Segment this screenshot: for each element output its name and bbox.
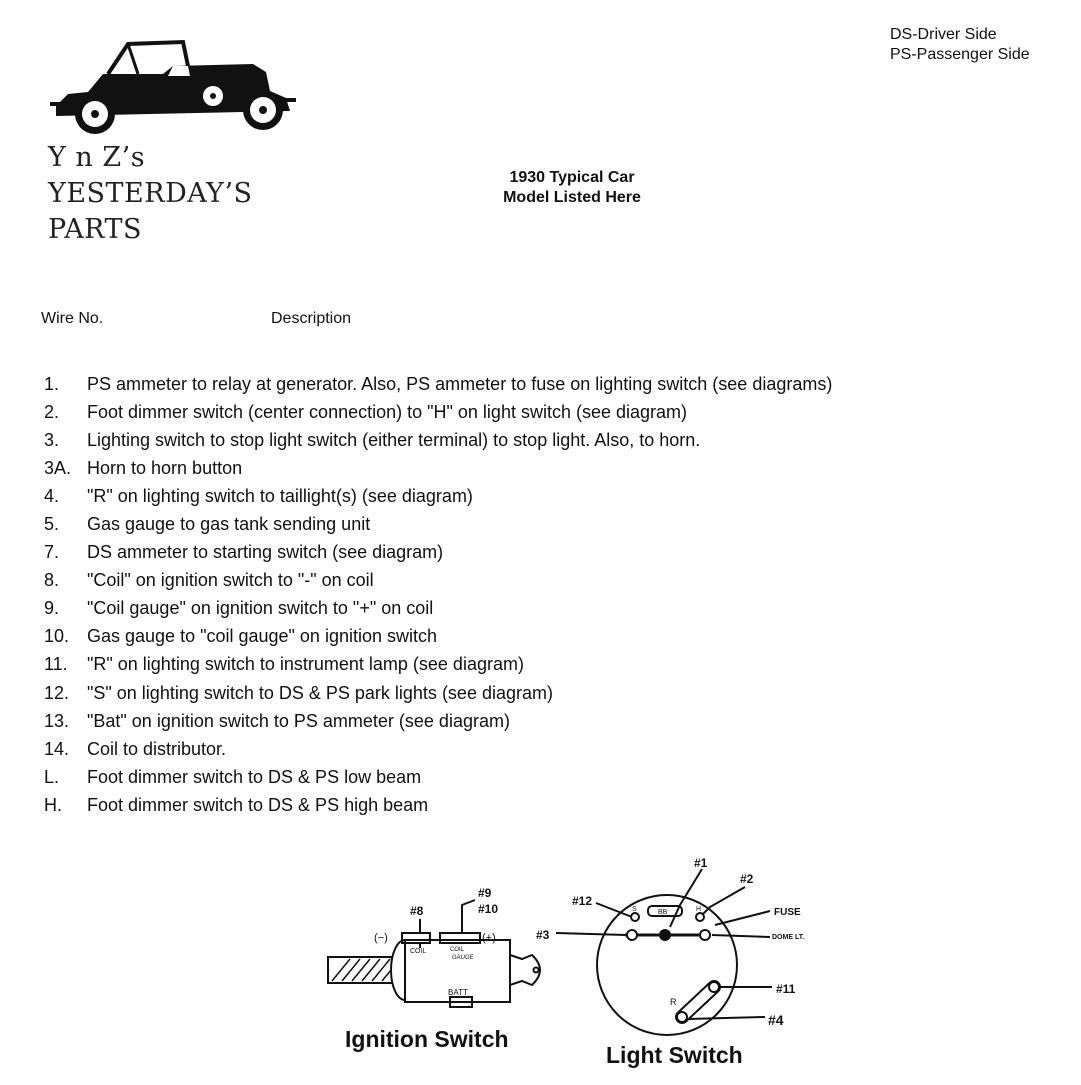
column-header-description: Description [271, 310, 352, 327]
wire-description: Foot dimmer switch to DS & PS high beam [87, 794, 429, 815]
ignition-coil-gauge-label-2: GAUGE [452, 955, 474, 961]
wire-description: PS ammeter to relay at generator. Also, PS ammeter to fuse on lighting switch (see diagrams) [87, 373, 833, 394]
wire-row [44, 763, 1044, 791]
brand-name-line-2: YESTERDAY’S [48, 178, 253, 209]
wire-row [44, 510, 1044, 538]
model-title-line-2: Model Listed Here [503, 189, 641, 206]
light-switch-title: Light Switch [606, 1042, 743, 1068]
light-s-terminal-label: S [632, 906, 637, 913]
wire-row [44, 651, 1044, 679]
model-title-line-1: 1930 Typical Car [509, 169, 635, 186]
light-wire-1-label: #1 [694, 856, 708, 870]
wire-number: 8. [44, 570, 60, 591]
vintage-car-logo [48, 36, 298, 136]
wire-row [44, 454, 1044, 482]
wire-description: Lighting switch to stop light switch (either terminal) to stop light. Also, to horn. [87, 429, 701, 450]
wire-number: 7. [44, 542, 60, 563]
wire-description: Horn to horn button [87, 457, 243, 478]
light-bb-terminal-label: BB [658, 909, 668, 916]
legend-passenger-side: PS-Passenger Side [890, 46, 1030, 63]
light-wire-4-label: #4 [768, 1012, 784, 1028]
wire-number: 14. [44, 738, 70, 759]
ignition-coil-gauge-label-1: COIL [450, 947, 465, 953]
light-h-terminal-label: H [696, 906, 702, 913]
light-dome-label: DOME LT. [772, 934, 805, 941]
wire-number: 3. [44, 429, 60, 450]
light-wire-3-label: #3 [536, 928, 550, 942]
wire-description: "R" on lighting switch to instrument lamp (see diagram) [87, 654, 524, 675]
wire-row [44, 482, 1044, 510]
brand-name-line-1: Y n Z’s [48, 142, 146, 173]
wire-row [44, 398, 1044, 426]
ignition-plus-label: (+) [482, 932, 496, 944]
wire-row [44, 791, 1044, 819]
wire-description: Foot dimmer switch (center connection) to "H" on light switch (see diagram) [87, 401, 688, 422]
wire-description: DS ammeter to starting switch (see diagram) [87, 542, 444, 563]
wire-number: 1. [44, 373, 60, 394]
wire-number: 2. [44, 401, 60, 422]
wire-description: "R" on lighting switch to taillight(s) (see diagram) [87, 485, 473, 506]
wire-description: Gas gauge to "coil gauge" on ignition switch [87, 626, 437, 647]
light-wire-11-label: #11 [776, 982, 796, 996]
ignition-switch-diagram [328, 900, 540, 1007]
light-wire-2-label: #2 [740, 872, 754, 886]
ignition-coil-label: COIL [410, 948, 427, 955]
ignition-wire-10-label: #10 [478, 902, 499, 916]
wire-number: H. [44, 794, 62, 815]
light-fuse-label: FUSE [774, 907, 801, 918]
wire-description: "Bat" on ignition switch to PS ammeter (see diagram) [87, 710, 510, 731]
light-wire-12-label: #12 [572, 894, 593, 908]
wire-number: 13. [44, 710, 70, 731]
ignition-wire-8-label: #8 [410, 904, 424, 918]
wire-row [44, 679, 1044, 707]
wire-number: 3A. [44, 457, 72, 478]
ignition-switch-title: Ignition Switch [345, 1026, 509, 1052]
wire-row [44, 426, 1044, 454]
wire-row [44, 623, 1044, 651]
wire-row [44, 595, 1044, 623]
legend-driver-side: DS-Driver Side [890, 26, 997, 43]
wire-number: 12. [44, 682, 70, 703]
light-r-terminal-label: R [670, 997, 677, 1007]
wire-number: 9. [44, 598, 60, 619]
wire-number: 11. [44, 654, 68, 675]
wire-row [44, 707, 1044, 735]
wire-row [44, 539, 1044, 567]
ignition-batt-label: BATT [448, 988, 468, 997]
ignition-minus-label: (−) [374, 932, 388, 944]
wire-description: "Coil gauge" on ignition switch to "+" on coil [87, 598, 434, 619]
wire-row [44, 370, 1044, 398]
column-header-wire-no: Wire No. [41, 310, 104, 327]
wire-number: 10. [44, 626, 70, 647]
wire-description: Foot dimmer switch to DS & PS low beam [87, 766, 422, 787]
wire-description: "S" on lighting switch to DS & PS park lights (see diagram) [87, 682, 553, 703]
ignition-wire-9-label: #9 [478, 886, 492, 900]
wire-description: Gas gauge to gas tank sending unit [87, 514, 371, 535]
brand-name-line-3: PARTS [48, 214, 143, 245]
wire-row [44, 567, 1044, 595]
switch-diagrams [310, 845, 850, 1080]
wire-list [44, 370, 1044, 820]
wire-description: Coil to distributor. [87, 738, 227, 759]
wire-description: "Coil" on ignition switch to "-" on coil [87, 570, 374, 591]
wire-number: 5. [44, 514, 60, 535]
wire-number: L. [44, 766, 60, 787]
wire-row [44, 735, 1044, 763]
wire-number: 4. [44, 485, 60, 506]
